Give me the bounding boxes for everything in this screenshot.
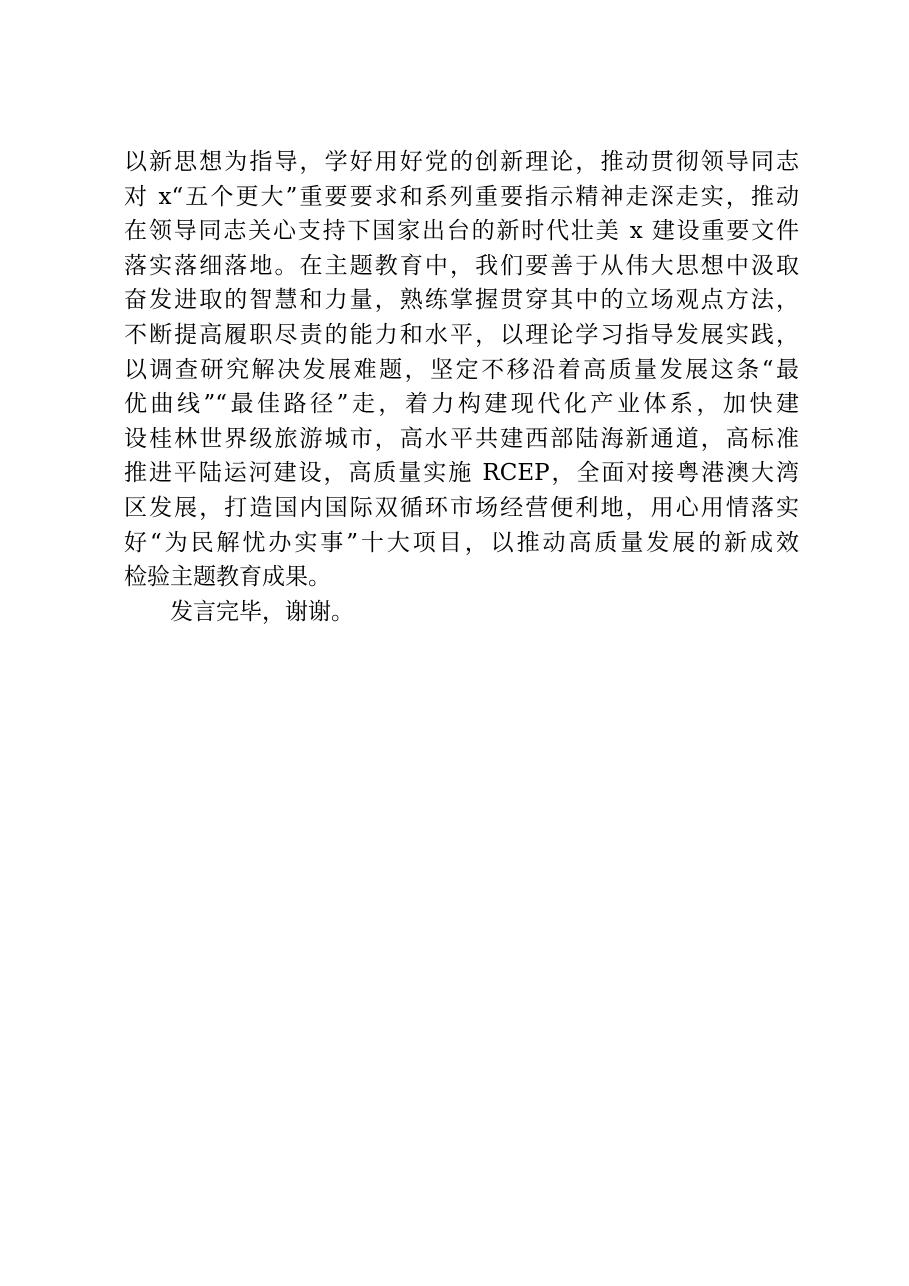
paragraph-line: 在领导同志关心支持下国家出台的新时代壮美 x 建设重要文件 — [124, 218, 799, 245]
paragraph-line: 好“为民解忧办实事”十大项目，以推动高质量发展的新成效 — [124, 529, 799, 556]
paragraph-line: 区发展，打造国内国际双循环市场经营便利地，用心用情落实 — [124, 494, 799, 521]
body-text — [124, 145, 799, 629]
paragraph-line: 设桂林世界级旅游城市，高水平共建西部陆海新通道，高标准 — [124, 425, 799, 452]
closing-remark: 发言完毕，谢谢。 — [170, 598, 354, 625]
paragraph-line: 不断提高履职尽责的能力和水平，以理论学习指导发展实践， — [124, 321, 799, 348]
paragraph-line: 推进平陆运河建设，高质量实施 RCEP，全面对接粤港澳大湾 — [124, 460, 799, 487]
paragraph-line: 以新思想为指导，学好用好党的创新理论，推动贯彻领导同志 — [124, 149, 799, 175]
paragraph-line: 优曲线”“最佳路径”走，着力构建现代化产业体系，加快建 — [124, 391, 799, 418]
paragraph-line: 对 x“五个更大”重要要求和系列重要指示精神走深走实，推动 — [124, 183, 799, 210]
paragraph-line: 以调查研究解决发展难题，坚定不移沿着高质量发展这条“最 — [124, 356, 799, 383]
paragraph-line: 落实落细落地。在主题教育中，我们要善于从伟大思想中汲取 — [124, 252, 799, 279]
paragraph-line: 奋发进取的智慧和力量，熟练掌握贯穿其中的立场观点方法， — [124, 287, 799, 314]
paragraph-line: 检验主题教育成果。 — [124, 564, 331, 591]
